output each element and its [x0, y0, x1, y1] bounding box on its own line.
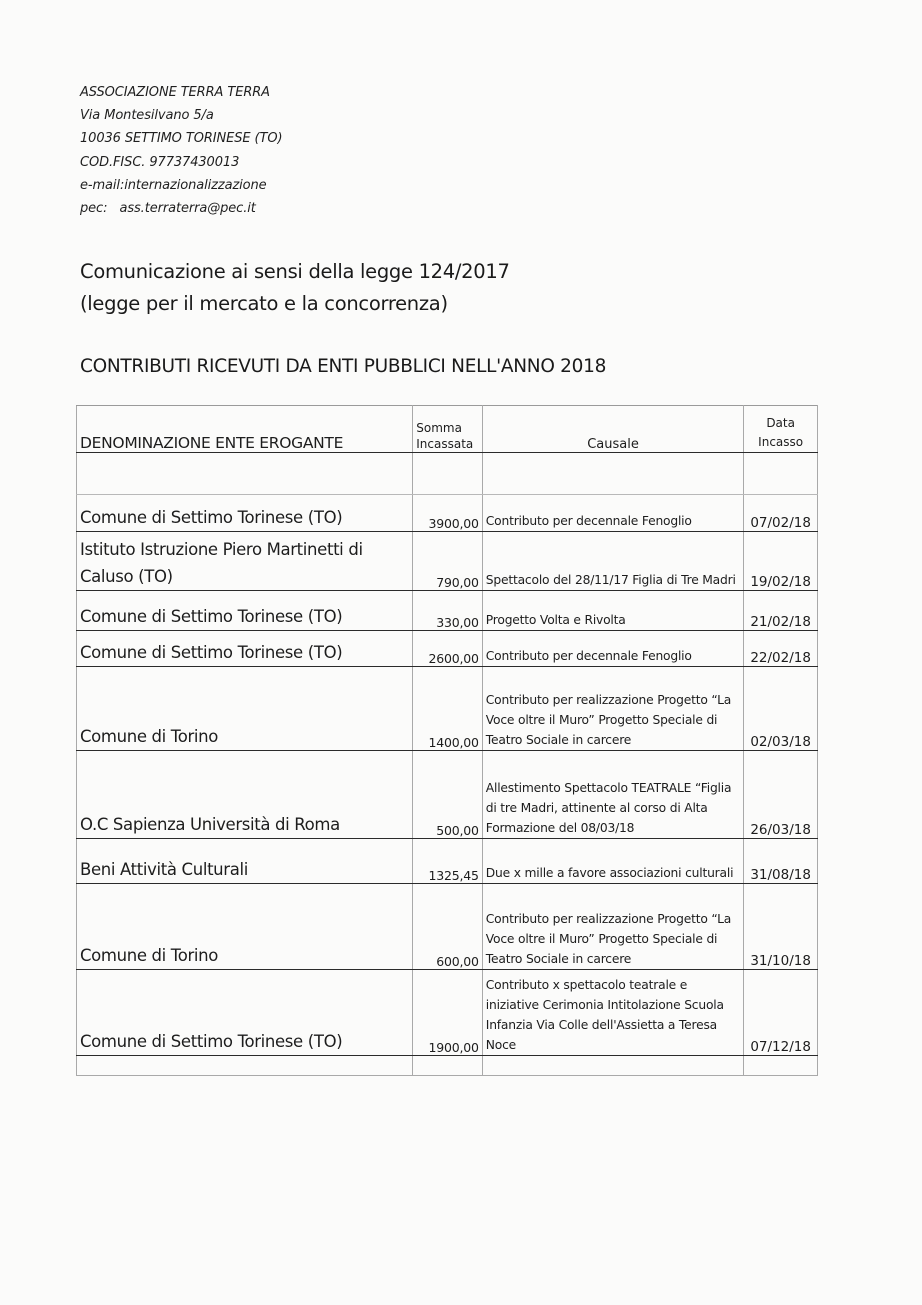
cell-somma: 1325,45 [413, 839, 483, 884]
contributions-table [76, 405, 818, 1076]
association-email: e-mail:internazionalizzazione [80, 177, 267, 193]
cell-ente: Comune di Torino [77, 884, 413, 970]
cell-causale: Contributo per decennale Fenoglio [482, 495, 744, 532]
cell-somma: 3900,00 [413, 495, 483, 532]
cell-data: 31/08/18 [744, 839, 818, 884]
cell-data: 02/03/18 [744, 667, 818, 751]
cell-data: 21/02/18 [744, 591, 818, 631]
cell-data: 19/02/18 [744, 532, 818, 591]
table-row [77, 495, 818, 532]
cell-somma: 790,00 [413, 532, 483, 591]
cell-somma: 2600,00 [413, 631, 483, 667]
cell-somma: 600,00 [413, 884, 483, 970]
table-header-row [77, 406, 818, 453]
cell-causale: Contributo per decennale Fenoglio [482, 631, 744, 667]
association-city: 10036 SETTIMO TORINESE (TO) [80, 131, 283, 147]
header-causale: Causale [482, 406, 744, 453]
title-line-2: (legge per il mercato e la concorrenza) [80, 292, 448, 315]
cell-somma: 1400,00 [413, 667, 483, 751]
header-data [744, 406, 818, 453]
association-header [80, 81, 282, 220]
section-subtitle: CONTRIBUTI RICEVUTI DA ENTI PUBBLICI NELL'ANNO 2018 [80, 356, 607, 377]
cell-ente: O.C Sapienza Università di Roma [77, 751, 413, 839]
cell-causale: Contributo per realizzazione Progetto “La Voce oltre il Muro” Progetto Speciale di Teatro Sociale in carcere [482, 884, 744, 970]
title-line-1: Comunicazione ai sensi della legge 124/2017 [80, 260, 510, 283]
cell-somma: 500,00 [413, 751, 483, 839]
cell-causale: Spettacolo del 28/11/17 Figlia di Tre Madri [482, 532, 744, 591]
cell-somma: 330,00 [413, 591, 483, 631]
table-row [77, 532, 818, 591]
cell-causale: Progetto Volta e Rivolta [482, 591, 744, 631]
cell-data: 31/10/18 [744, 884, 818, 970]
cell-causale: Allestimento Spettacolo TEATRALE “Figlia di tre Madri, attinente al corso di Alta Formazione del 08/03/18 [482, 751, 744, 839]
table-spacer-row [77, 453, 818, 495]
cell-data: 26/03/18 [744, 751, 818, 839]
cell-ente: Comune di Settimo Torinese (TO) [77, 970, 413, 1056]
cell-ente: Comune di Settimo Torinese (TO) [77, 591, 413, 631]
table-row [77, 751, 818, 839]
cell-ente: Istituto Istruzione Piero Martinetti di Caluso (TO) [77, 532, 413, 591]
header-somma-line2: Incassata [416, 437, 474, 451]
association-pec: pec: ass.terraterra@pec.it [80, 201, 256, 217]
header-data-line2: Incasso [758, 435, 804, 449]
cell-data: 07/02/18 [744, 495, 818, 532]
cell-data: 22/02/18 [744, 631, 818, 667]
header-denominazione: DENOMINAZIONE ENTE EROGANTE [77, 406, 413, 453]
association-address: Via Montesilvano 5/a [80, 108, 214, 124]
cell-ente: Comune di Settimo Torinese (TO) [77, 495, 413, 532]
table-row [77, 591, 818, 631]
header-somma-line1: Somma [416, 421, 462, 435]
table-empty-row [77, 1056, 818, 1076]
cell-causale: Due x mille a favore associazioni culturali [482, 839, 744, 884]
header-somma [413, 406, 483, 453]
association-name: ASSOCIAZIONE TERRA TERRA [80, 85, 270, 100]
association-tax-code: COD.FISC. 97737430013 [80, 154, 240, 170]
header-data-line1: Data [766, 416, 795, 430]
cell-ente: Beni Attività Culturali [77, 839, 413, 884]
table-row [77, 667, 818, 751]
cell-causale: Contributo per realizzazione Progetto “La Voce oltre il Muro” Progetto Speciale di Teatro Sociale in carcere [482, 667, 744, 751]
cell-ente: Comune di Settimo Torinese (TO) [77, 631, 413, 667]
table-row [77, 884, 818, 970]
table-row [77, 839, 818, 884]
document-title [80, 256, 510, 320]
cell-data: 07/12/18 [744, 970, 818, 1056]
table-row [77, 631, 818, 667]
cell-somma: 1900,00 [413, 970, 483, 1056]
table-row [77, 970, 818, 1056]
cell-ente: Comune di Torino [77, 667, 413, 751]
cell-causale: Contributo x spettacolo teatrale e iniziative Cerimonia Intitolazione Scuola Infanzia Via Colle dell'Assietta a Teresa Noce [482, 970, 744, 1056]
